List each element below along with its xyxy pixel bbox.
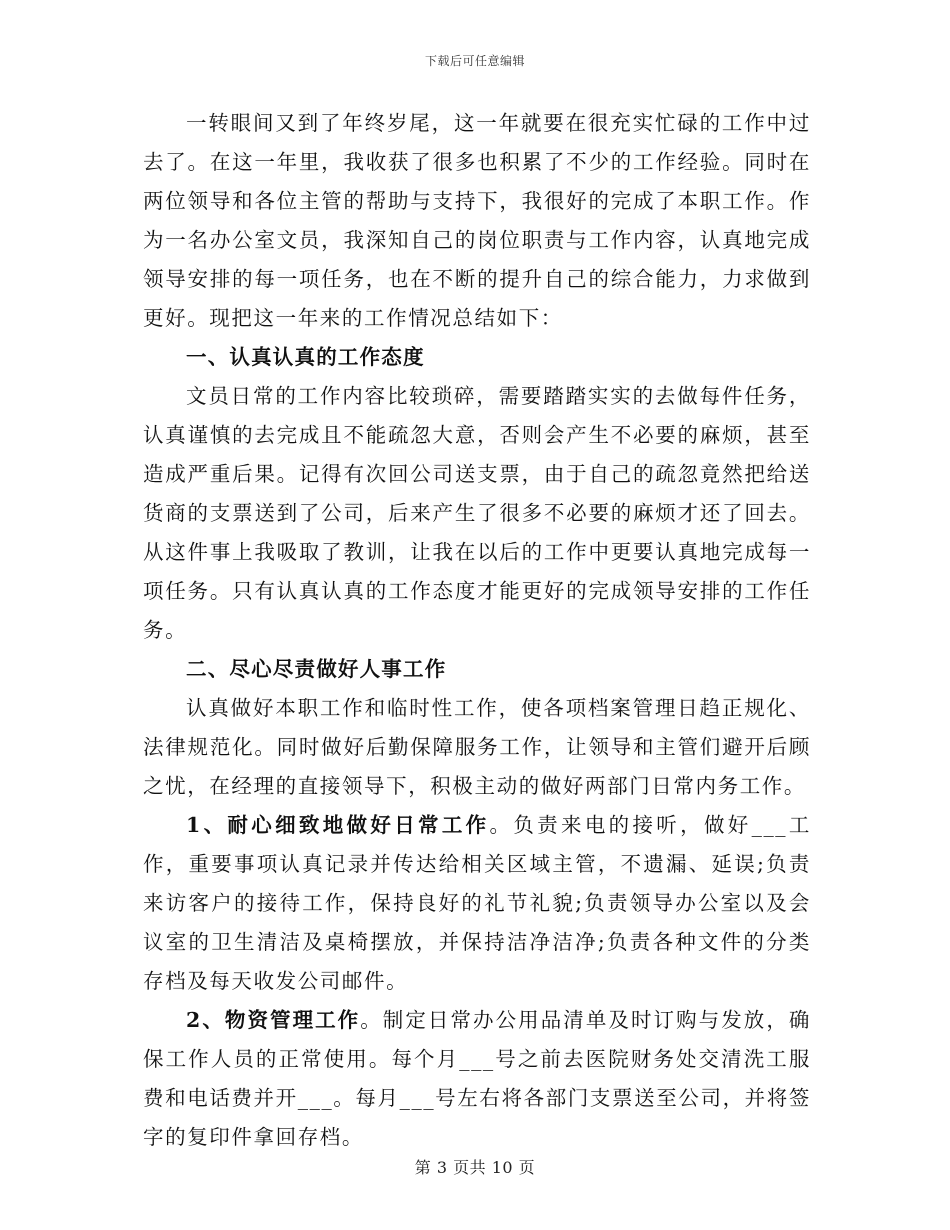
document-body [143,104,811,1157]
page-header: 下载后可任意编辑 [424,54,525,68]
attitude-paragraph: 文员日常的工作内容比较琐碎，需要踏踏实实的去做每件任务，认真谨慎的去完成且不能疏忽大意，否则会产生不必要的麻烦，甚至造成严重后果。记得有次回公司送支票，由于自己的疏忽竟然把给送货商的支票送到了公司，后来产生了很多不必要的麻烦才还了回去。从这件事上我吸取了教训，让我在以后的工作中更要认真地完成每一项任务。只有认真认真的工作态度才能更好的完成领导安排的工作任务。 [143,384,811,642]
section-heading-personnel: 二、尽心尽责做好人事工作 [186,657,447,681]
page-number: 第 3 页共 10 页 [414,1158,536,1177]
daily-work-lead: 1、耐心细致地做好日常工作 [186,813,490,837]
materials-paragraph [143,1001,811,1157]
daily-work-text: 。负责来电的接听，做好___工作，重要事项认真记录并传达给相关区域主管，不遗漏、延误;负责来访客户的接待工作，保持良好的礼节礼貌;负责领导办公室以及会议室的卫生清洁及桌椅摆放，并保持洁净洁净;负责各种文件的分类存档及每天收发公司邮件。 [143,813,811,993]
intro-paragraph: 一转眼间又到了年终岁尾，这一年就要在很充实忙碌的工作中过去了。在这一年里，我收获了很多也积累了不少的工作经验。同时在两位领导和各位主管的帮助与支持下，我很好的完成了本职工作。作为一名办公室文员，我深知自己的岗位职责与工作内容，认真地完成领导安排的每一项任务，也在不断的提升自己的综合能力，力求做到更好。现把这一年来的工作情况总结如下： [143,111,811,330]
daily-work-paragraph [143,806,811,1001]
personnel-paragraph: 认真做好本职工作和临时性工作，使各项档案管理日趋正规化、法律规范化。同时做好后勤保障服务工作，让领导和主管们避开后顾之忧，在经理的直接领导下，积极主动的做好两部门日常内务工作。 [143,696,811,798]
materials-text: 。制定日常办公用品清单及时订购与发放，确保工作人员的正常使用。每个月___号之前去医院财务处交清洗工服费和电话费并开___。每月___号左右将各部门支票送至公司，并将签字的复印件拿回存档。 [143,1008,811,1149]
materials-lead: 2、物资管理工作 [186,1008,361,1032]
section-heading-attitude: 一、认真认真的工作态度 [186,345,425,369]
